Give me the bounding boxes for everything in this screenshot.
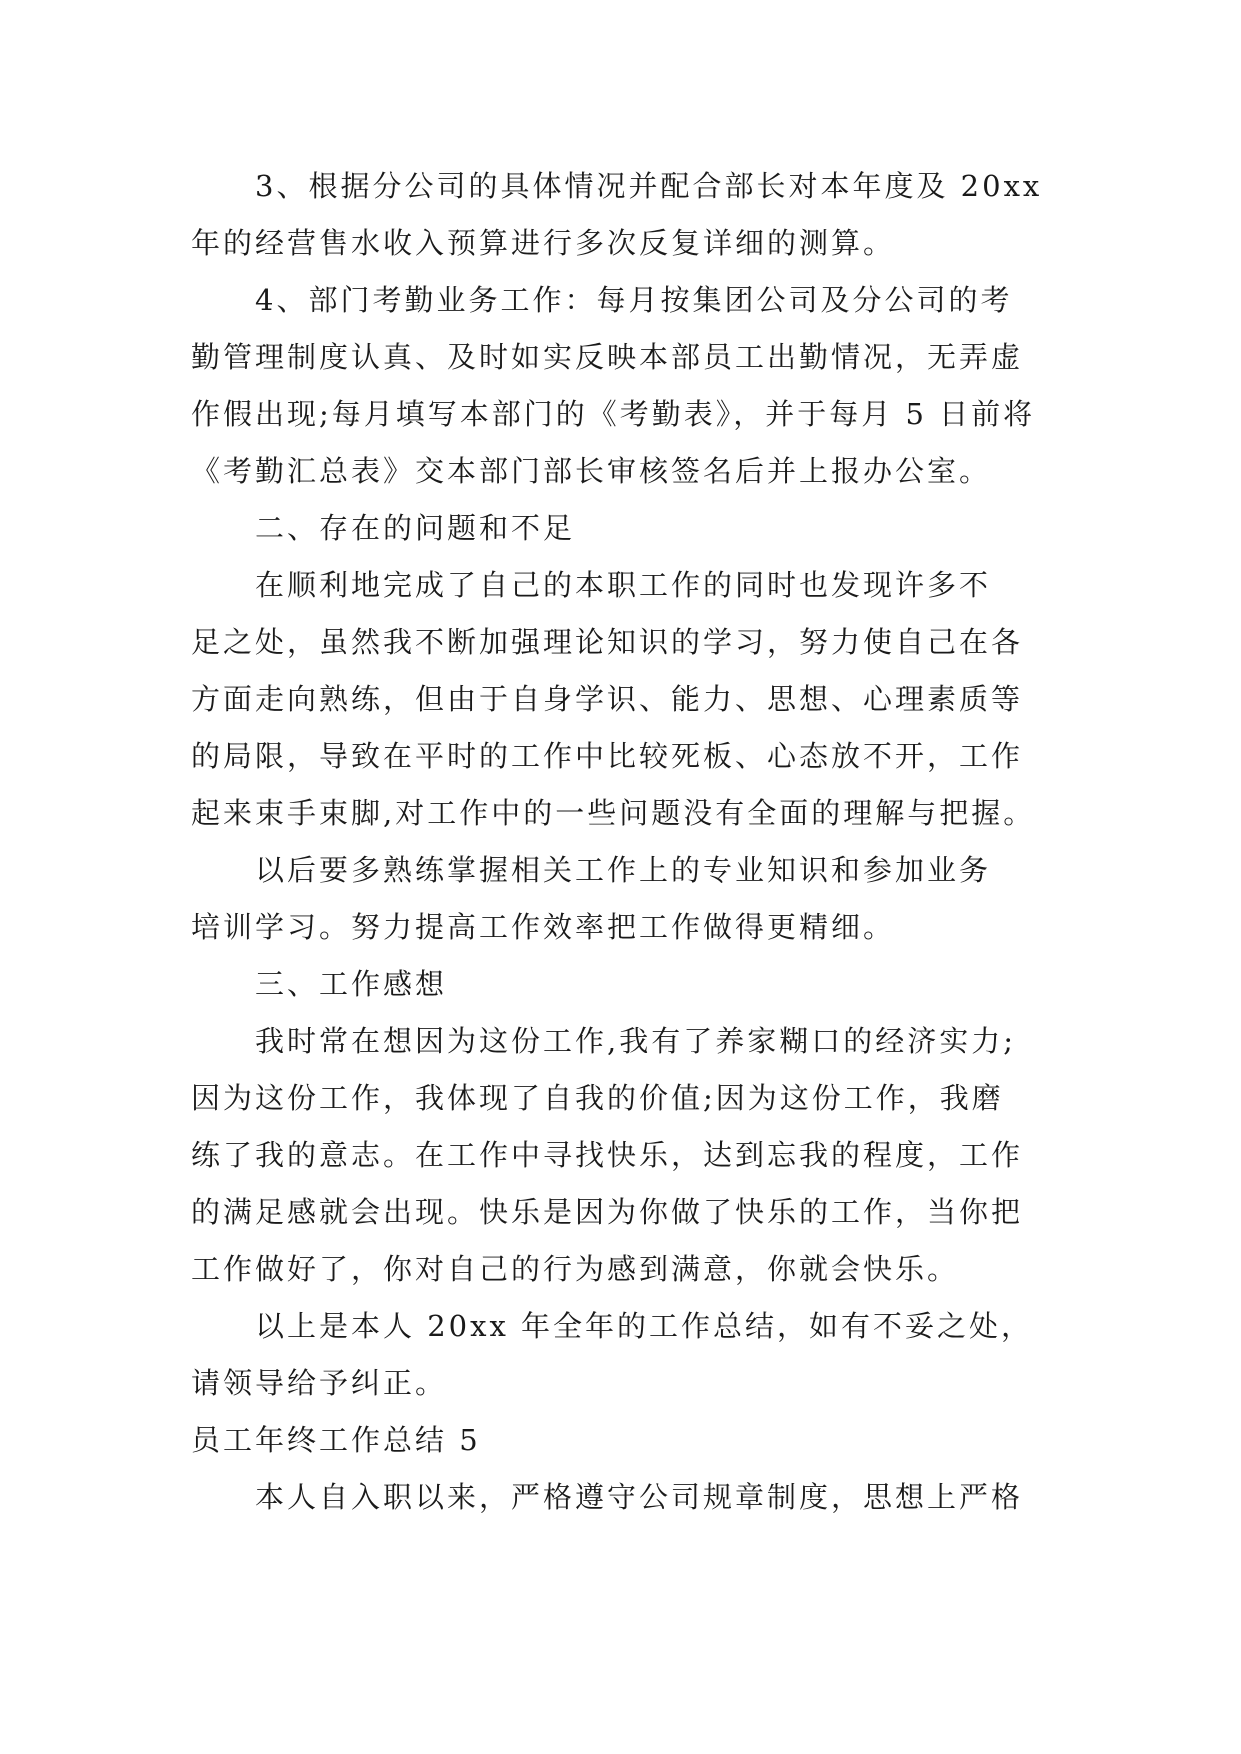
paragraph-line: 的满足感就会出现。快乐是因为你做了快乐的工作，当你把 [191,1195,1024,1229]
paragraph-line: 方面走向熟练，但由于自身学识、能力、思想、心理素质等 [191,682,1024,716]
paragraph-line: 培训学习。努力提高工作效率把工作做得更精细。 [191,910,896,944]
paragraph-line: 的局限，导致在平时的工作中比较死板、心态放不开，工作 [191,739,1024,773]
paragraph-line: 《考勤汇总表》交本部门部长审核签名后并上报办公室。 [191,454,992,488]
paragraph-line: 因为这份工作，我体现了自我的价值;因为这份工作，我磨 [191,1081,1004,1115]
paragraph-line: 以后要多熟练掌握相关工作上的专业知识和参加业务 [255,853,992,887]
section-heading: 二、存在的问题和不足 [255,511,576,545]
paragraph-line: 以上是本人 20xx 年全年的工作总结，如有不妥之处， [255,1309,1034,1343]
paragraph-line: 本人自入职以来，严格遵守公司规章制度，思想上严格 [255,1480,1024,1514]
paragraph-line: 练了我的意志。在工作中寻找快乐，达到忘我的程度，工作 [191,1138,1024,1172]
paragraph-line: 作假出现;每月填写本部门的《考勤表》，并于每月 5 日前将 [191,397,1036,431]
section-heading: 三、工作感想 [255,967,448,1001]
paragraph-line: 年的经营售水收入预算进行多次反复详细的测算。 [191,226,896,260]
document-body [191,158,1051,1526]
paragraph-line: 请领导给予纠正。 [191,1366,448,1400]
paragraph-line: 在顺利地完成了自己的本职工作的同时也发现许多不 [255,568,992,602]
paragraph-line: 工作做好了，你对自己的行为感到满意，你就会快乐。 [191,1252,960,1286]
paragraph-line: 足之处，虽然我不断加强理论知识的学习，努力使自己在各 [191,625,1024,659]
paragraph-line: 勤管理制度认真、及时如实反映本部员工出勤情况，无弄虚 [191,340,1024,374]
paragraph-line: 4、部门考勤业务工作：每月按集团公司及分公司的考 [255,283,1013,317]
document-title: 员工年终工作总结 5 [191,1423,481,1457]
paragraph-line: 3、根据分公司的具体情况并配合部长对本年度及 20xx [255,169,1043,203]
paragraph-line: 我时常在想因为这份工作,我有了养家糊口的经济实力; [255,1024,1016,1058]
paragraph-line: 起来束手束脚,对工作中的一些问题没有全面的理解与把握。 [191,796,1036,830]
